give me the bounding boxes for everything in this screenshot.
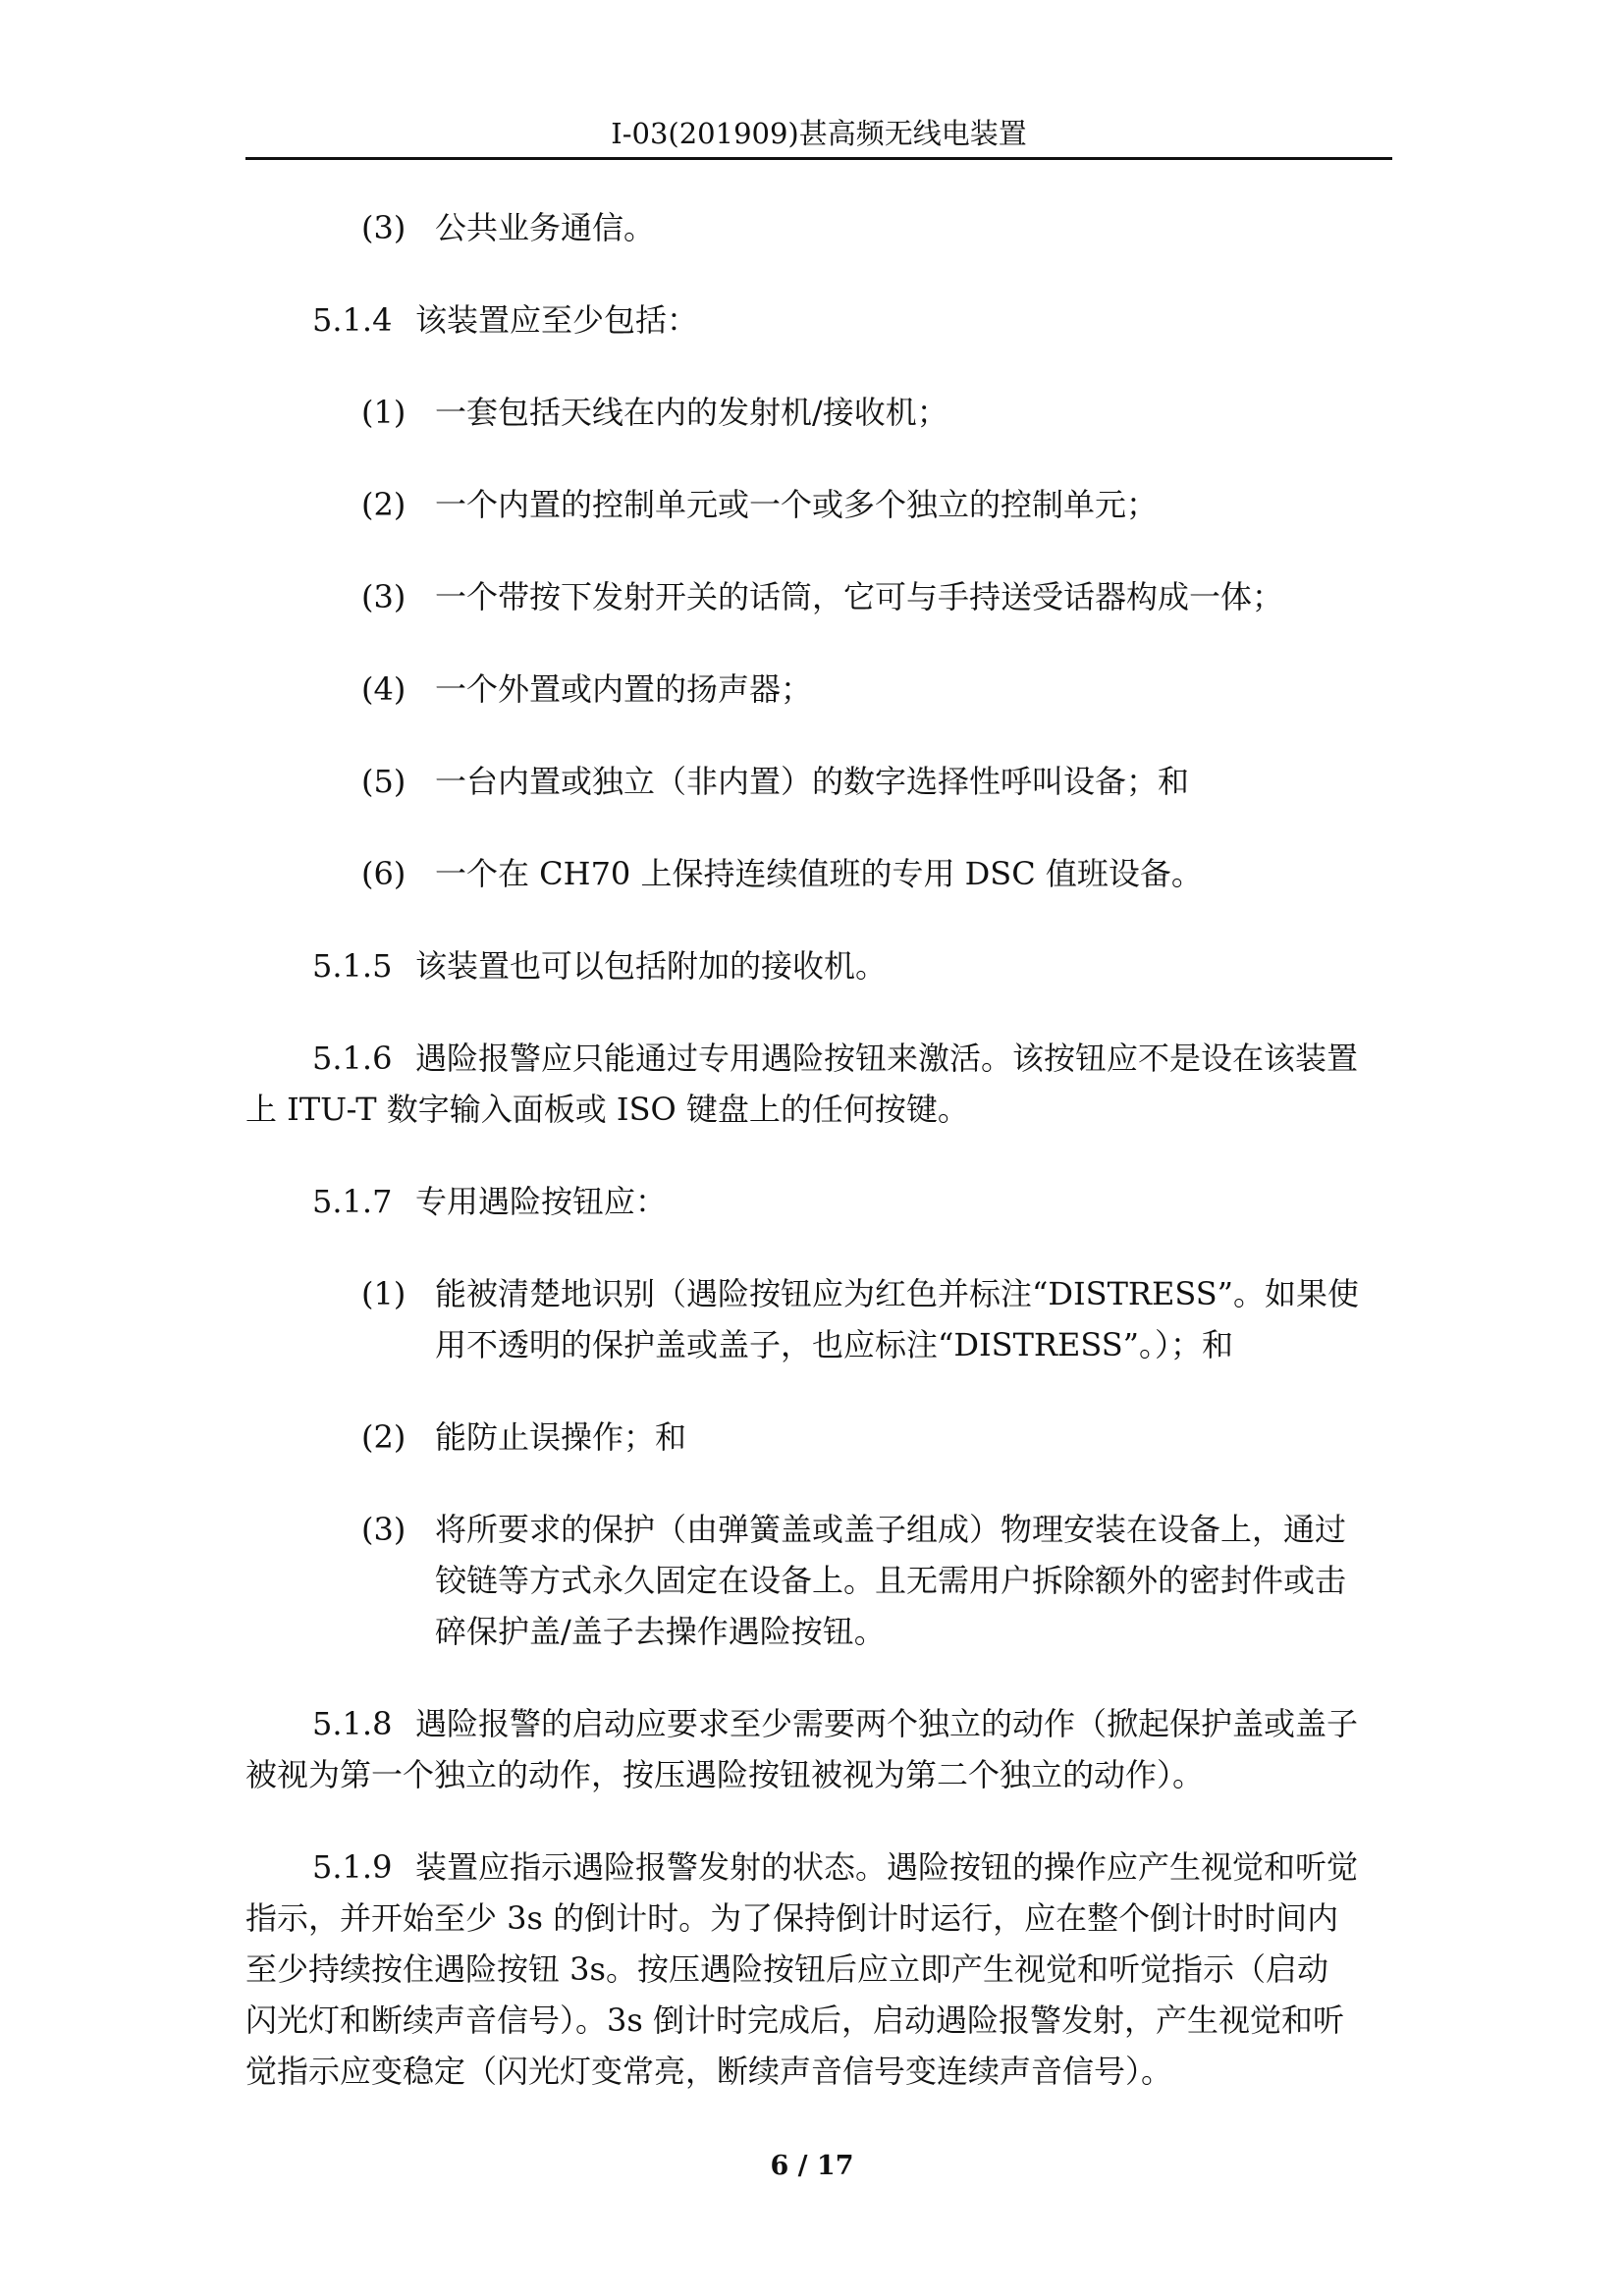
list-item-text: 一台内置或独立（非内置）的数字选择性呼叫设备；和 [435, 763, 1190, 800]
list-item-text: 一个带按下发射开关的话筒，它可与手持送受话器构成一体； [435, 578, 1284, 615]
section-text: 该装置应至少包括： [415, 301, 699, 339]
section-text: 专用遇险按钮应： [415, 1183, 668, 1220]
list-item-number: (3) [361, 1511, 406, 1548]
section-text-line: 至少持续按住遇险按钮 3s。按压遇险按钮后应立即产生视觉和听觉指示（启动 [245, 1950, 1328, 1988]
header-divider [245, 157, 1392, 160]
page-number: 6 / 17 [770, 2151, 854, 2181]
list-item-number: (2) [361, 486, 406, 523]
section-text-line: 指示，并开始至少 3s 的倒计时。为了保持倒计时运行，应在整个倒计时时间内 [245, 1899, 1339, 1937]
section-text-line: 觉指示应变稳定（闪光灯变常亮，断续声音信号变连续声音信号）。 [245, 2053, 1173, 2090]
section-text-line: 上 ITU-T 数字输入面板或 ISO 键盘上的任何按键。 [245, 1091, 969, 1128]
list-item-text-line: 能被清楚地识别（遇险按钮应为红色并标注“DISTRESS”。如果使 [435, 1275, 1360, 1312]
list-item-number: (3) [361, 578, 406, 615]
section-number: 5.1.6 [312, 1040, 393, 1077]
list-item-number: (2) [361, 1418, 406, 1456]
list-item-text-line: 用不透明的保护盖或盖子，也应标注“DISTRESS”。）；和 [435, 1326, 1234, 1363]
section-text-line: 装置应指示遇险报警发射的状态。遇险按钮的操作应产生视觉和听觉 [415, 1848, 1359, 1886]
list-item-text: 一个在 CH70 上保持连续值班的专用 DSC 值班设备。 [435, 855, 1203, 892]
list-item-text: 一个外置或内置的扬声器； [435, 670, 813, 708]
list-item-text-line: 铰链等方式永久固定在设备上。且无需用户拆除额外的密封件或击 [435, 1562, 1347, 1599]
section-number: 5.1.4 [312, 301, 393, 339]
section-text-line: 遇险报警应只能通过专用遇险按钮来激活。该按钮应不是设在该装置 [415, 1040, 1359, 1077]
list-item-number: (1) [361, 1275, 406, 1312]
section-number: 5.1.7 [312, 1183, 393, 1220]
list-item-text: 一个内置的控制单元或一个或多个独立的控制单元； [435, 486, 1159, 523]
list-item-text-line: 能防止误操作；和 [435, 1418, 687, 1456]
list-item-number: (3) [361, 209, 406, 246]
list-item-number: (5) [361, 763, 406, 800]
list-item-text-line: 将所要求的保护（由弹簧盖或盖子组成）物理安装在设备上，通过 [435, 1511, 1347, 1548]
section-number: 5.1.5 [312, 947, 393, 985]
page-header: I-03(201909)甚高频无线电装置 [611, 117, 1027, 150]
section-number: 5.1.8 [312, 1705, 393, 1742]
list-item-text: 公共业务通信。 [435, 209, 656, 246]
list-item-text: 一套包括天线在内的发射机/接收机； [435, 394, 948, 431]
section-text: 该装置也可以包括附加的接收机。 [415, 947, 888, 985]
section-text-line: 闪光灯和断续声音信号）。3s 倒计时完成后，启动遇险报警发射，产生视觉和听 [245, 2002, 1344, 2039]
list-item-number: (4) [361, 670, 406, 708]
list-item-number: (6) [361, 855, 406, 892]
section-text-line: 遇险报警的启动应要求至少需要两个独立的动作（掀起保护盖或盖子 [415, 1705, 1359, 1742]
section-text-line: 被视为第一个独立的动作，按压遇险按钮被视为第二个独立的动作）。 [245, 1756, 1205, 1793]
list-item-text-line: 碎保护盖/盖子去操作遇险按钮。 [435, 1613, 886, 1650]
list-item-number: (1) [361, 394, 406, 431]
section-number: 5.1.9 [312, 1848, 393, 1886]
